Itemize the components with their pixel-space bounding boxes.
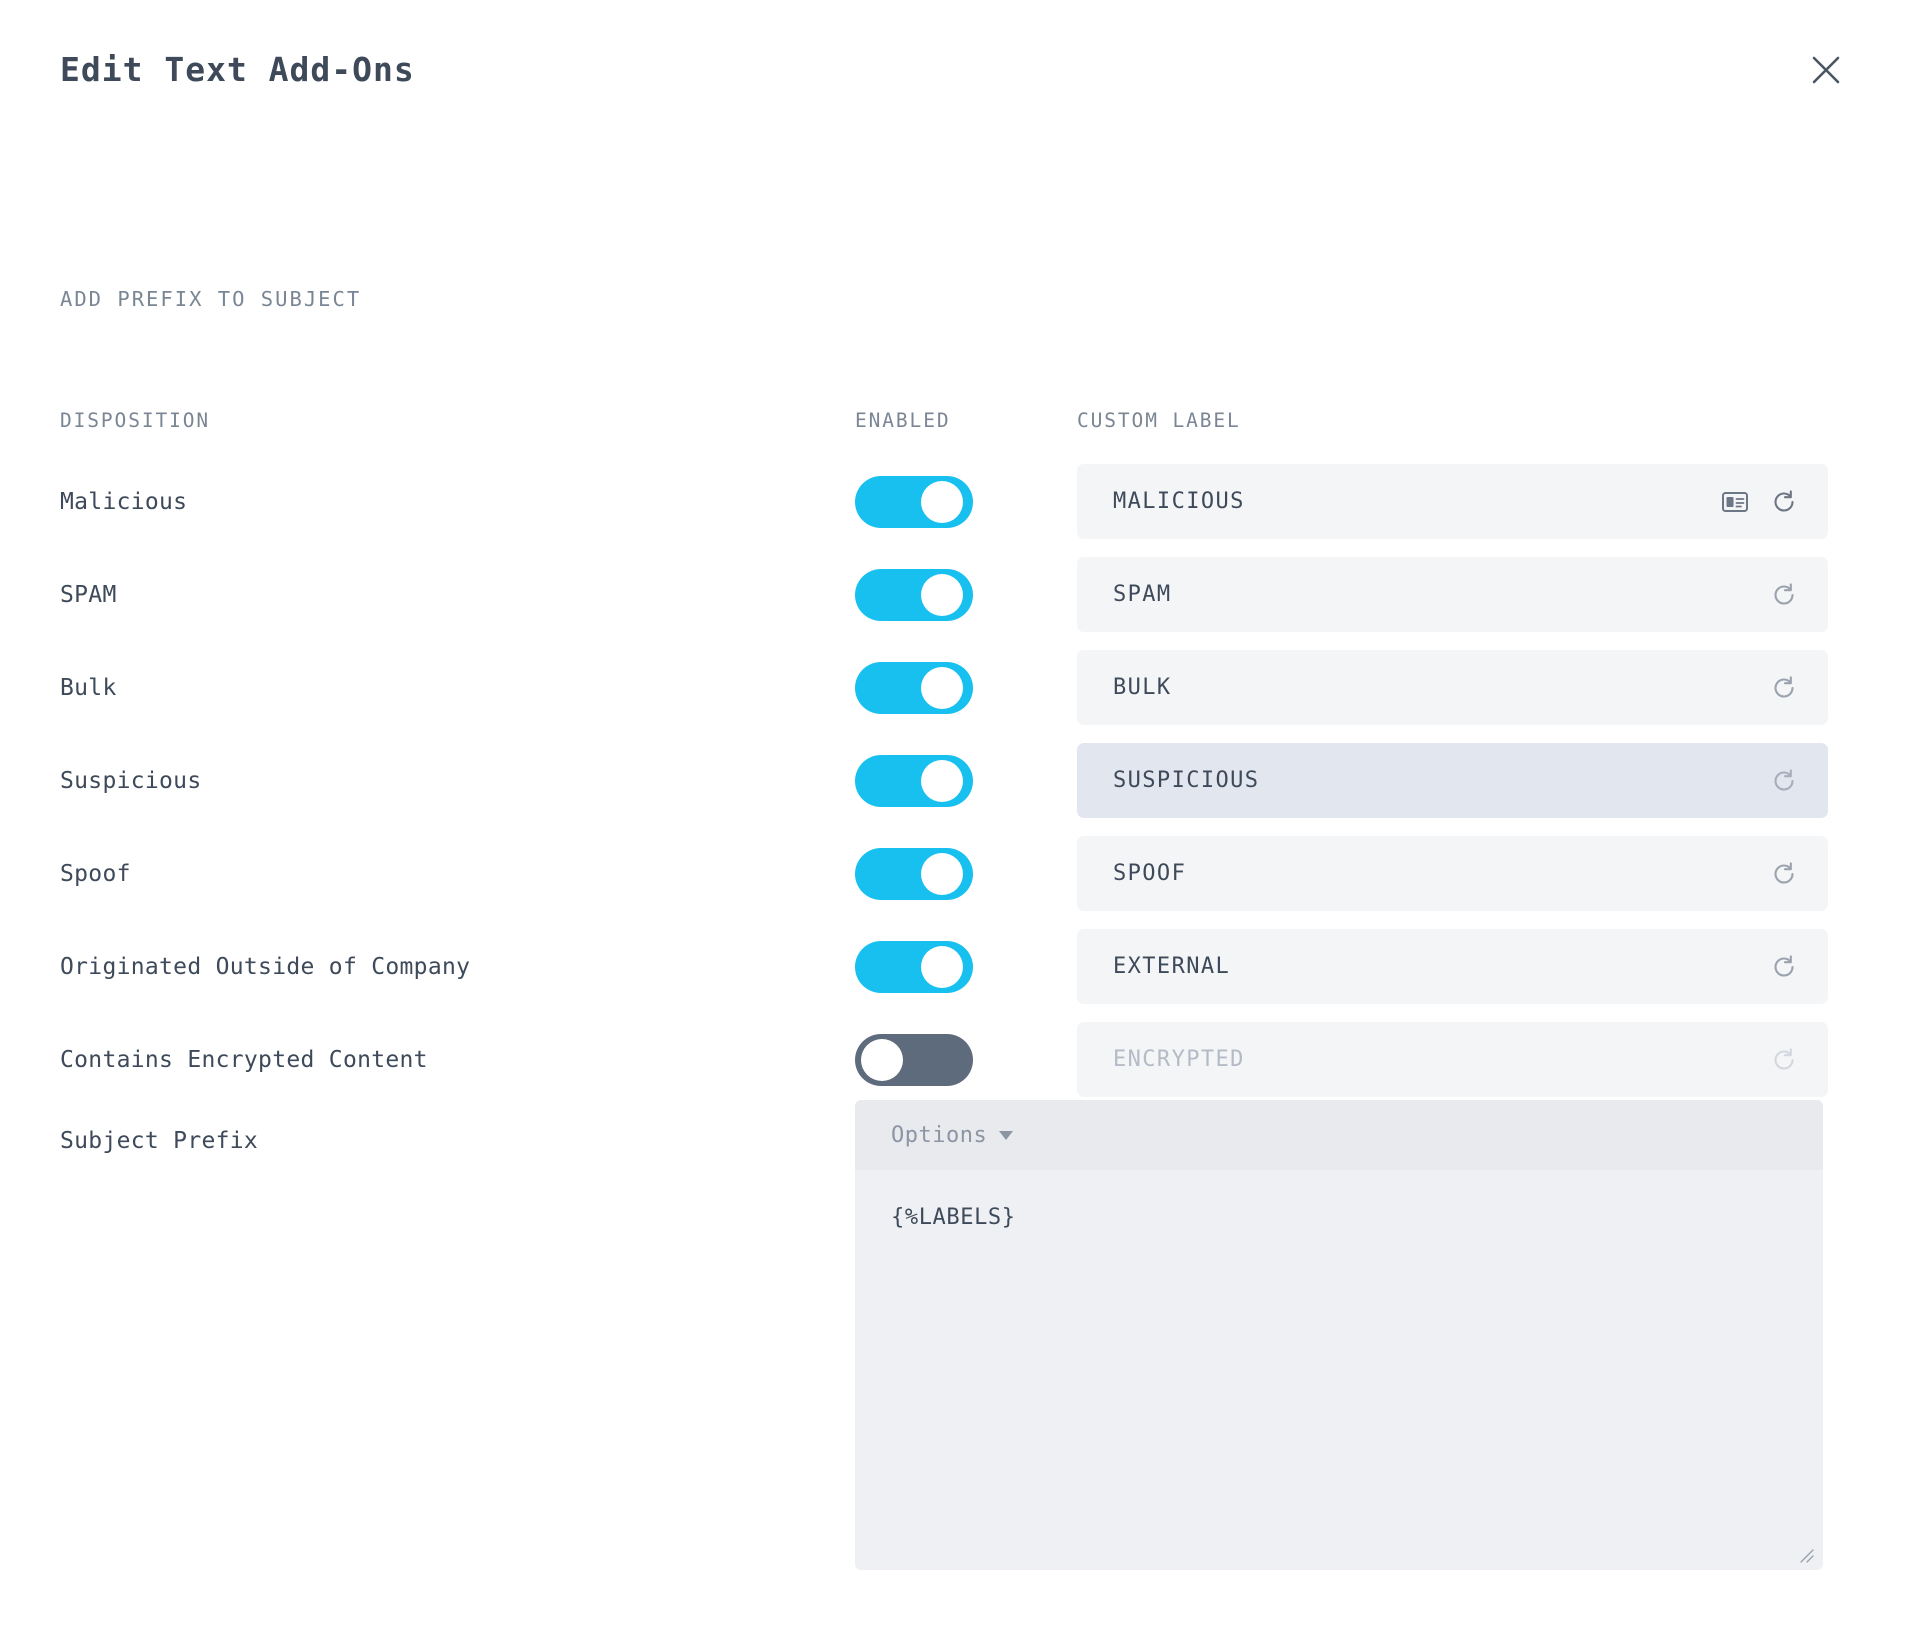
custom-label-input-spam[interactable] (1077, 557, 1828, 632)
custom-label-field-malicious[interactable] (1077, 464, 1828, 539)
column-header-enabled: ENABLED (855, 408, 951, 432)
custom-label-cell (1077, 464, 1908, 539)
field-icon-group (1770, 929, 1798, 1004)
custom-label-cell (1077, 557, 1908, 632)
reset-icon[interactable] (1770, 953, 1798, 981)
section-title: ADD PREFIX TO SUBJECT (60, 287, 362, 311)
enabled-cell (855, 662, 1077, 714)
editor-toolbar (855, 1100, 1823, 1170)
dialog-header (0, 0, 1908, 90)
subject-prefix-editor (855, 1100, 1823, 1570)
enabled-cell (855, 569, 1077, 621)
enabled-toggle-spoof[interactable] (855, 848, 973, 900)
subject-prefix-label: Subject Prefix (60, 1128, 259, 1154)
field-icon-group (1770, 836, 1798, 911)
reset-icon[interactable] (1770, 674, 1798, 702)
page-title: Edit Text Add-Ons (60, 50, 415, 89)
table-row (0, 920, 1908, 1013)
reset-icon[interactable] (1770, 860, 1798, 888)
custom-label-input-bulk[interactable] (1077, 650, 1828, 725)
toggle-knob (921, 853, 963, 895)
field-icon-group (1770, 1022, 1798, 1097)
reset-icon[interactable] (1770, 488, 1798, 516)
reset-icon[interactable] (1770, 767, 1798, 795)
editor-area (855, 1170, 1823, 1570)
resize-handle-icon[interactable] (1797, 1546, 1815, 1564)
close-icon[interactable] (1804, 48, 1848, 92)
disposition-label: Contains Encrypted Content (60, 1046, 428, 1073)
disposition-label: Spoof (60, 860, 131, 887)
toggle-knob (921, 481, 963, 523)
table-row (0, 548, 1908, 641)
custom-label-input-malicious[interactable] (1077, 464, 1828, 539)
toggle-knob (921, 667, 963, 709)
chevron-down-icon (999, 1131, 1013, 1140)
disposition-label: Bulk (60, 674, 117, 701)
disposition-label: SPAM (60, 581, 117, 608)
custom-label-field-encrypted[interactable] (1077, 1022, 1828, 1097)
reset-icon[interactable] (1770, 581, 1798, 609)
subject-prefix-textarea[interactable] (855, 1170, 1823, 1570)
enabled-toggle-suspicious[interactable] (855, 755, 973, 807)
custom-label-cell (1077, 929, 1908, 1004)
custom-label-field-bulk[interactable] (1077, 650, 1828, 725)
enabled-cell (855, 755, 1077, 807)
custom-label-cell (1077, 650, 1908, 725)
options-button-label: Options (891, 1122, 988, 1148)
disposition-label: Suspicious (60, 767, 202, 794)
disposition-table (0, 385, 1908, 1106)
enabled-toggle-external[interactable] (855, 941, 973, 993)
custom-label-cell (1077, 836, 1908, 911)
disposition-label: Originated Outside of Company (60, 953, 471, 980)
table-row (0, 641, 1908, 734)
enabled-cell (855, 941, 1077, 993)
table-header-row (0, 385, 1908, 455)
custom-label-field-external[interactable] (1077, 929, 1828, 1004)
toggle-knob (921, 946, 963, 988)
custom-label-field-suspicious[interactable] (1077, 743, 1828, 818)
enabled-cell (855, 1034, 1077, 1086)
table-row (0, 734, 1908, 827)
custom-label-cell (1077, 743, 1908, 818)
table-row (0, 1013, 1908, 1106)
reset-icon[interactable] (1770, 1046, 1798, 1074)
toggle-knob (861, 1039, 903, 1081)
custom-label-input-encrypted[interactable] (1077, 1022, 1828, 1097)
table-row (0, 455, 1908, 548)
custom-label-input-external[interactable] (1077, 929, 1828, 1004)
enabled-toggle-malicious[interactable] (855, 476, 973, 528)
insert-variable-icon[interactable] (1722, 491, 1748, 513)
enabled-cell (855, 476, 1077, 528)
toggle-knob (921, 760, 963, 802)
custom-label-input-spoof[interactable] (1077, 836, 1828, 911)
options-dropdown-button[interactable] (891, 1123, 1013, 1148)
custom-label-cell (1077, 1022, 1908, 1097)
enabled-toggle-encrypted[interactable] (855, 1034, 973, 1086)
table-row (0, 827, 1908, 920)
field-icon-group (1722, 464, 1798, 539)
enabled-toggle-bulk[interactable] (855, 662, 973, 714)
enabled-toggle-spam[interactable] (855, 569, 973, 621)
custom-label-field-spam[interactable] (1077, 557, 1828, 632)
toggle-knob (921, 574, 963, 616)
custom-label-input-suspicious[interactable] (1077, 743, 1828, 818)
column-header-disposition: DISPOSITION (60, 408, 211, 432)
custom-label-field-spoof[interactable] (1077, 836, 1828, 911)
subject-prefix-section (0, 1100, 1908, 1570)
disposition-label: Malicious (60, 488, 188, 515)
field-icon-group (1770, 557, 1798, 632)
field-icon-group (1770, 743, 1798, 818)
column-header-custom-label: CUSTOM LABEL (1077, 408, 1241, 432)
enabled-cell (855, 848, 1077, 900)
field-icon-group (1770, 650, 1798, 725)
